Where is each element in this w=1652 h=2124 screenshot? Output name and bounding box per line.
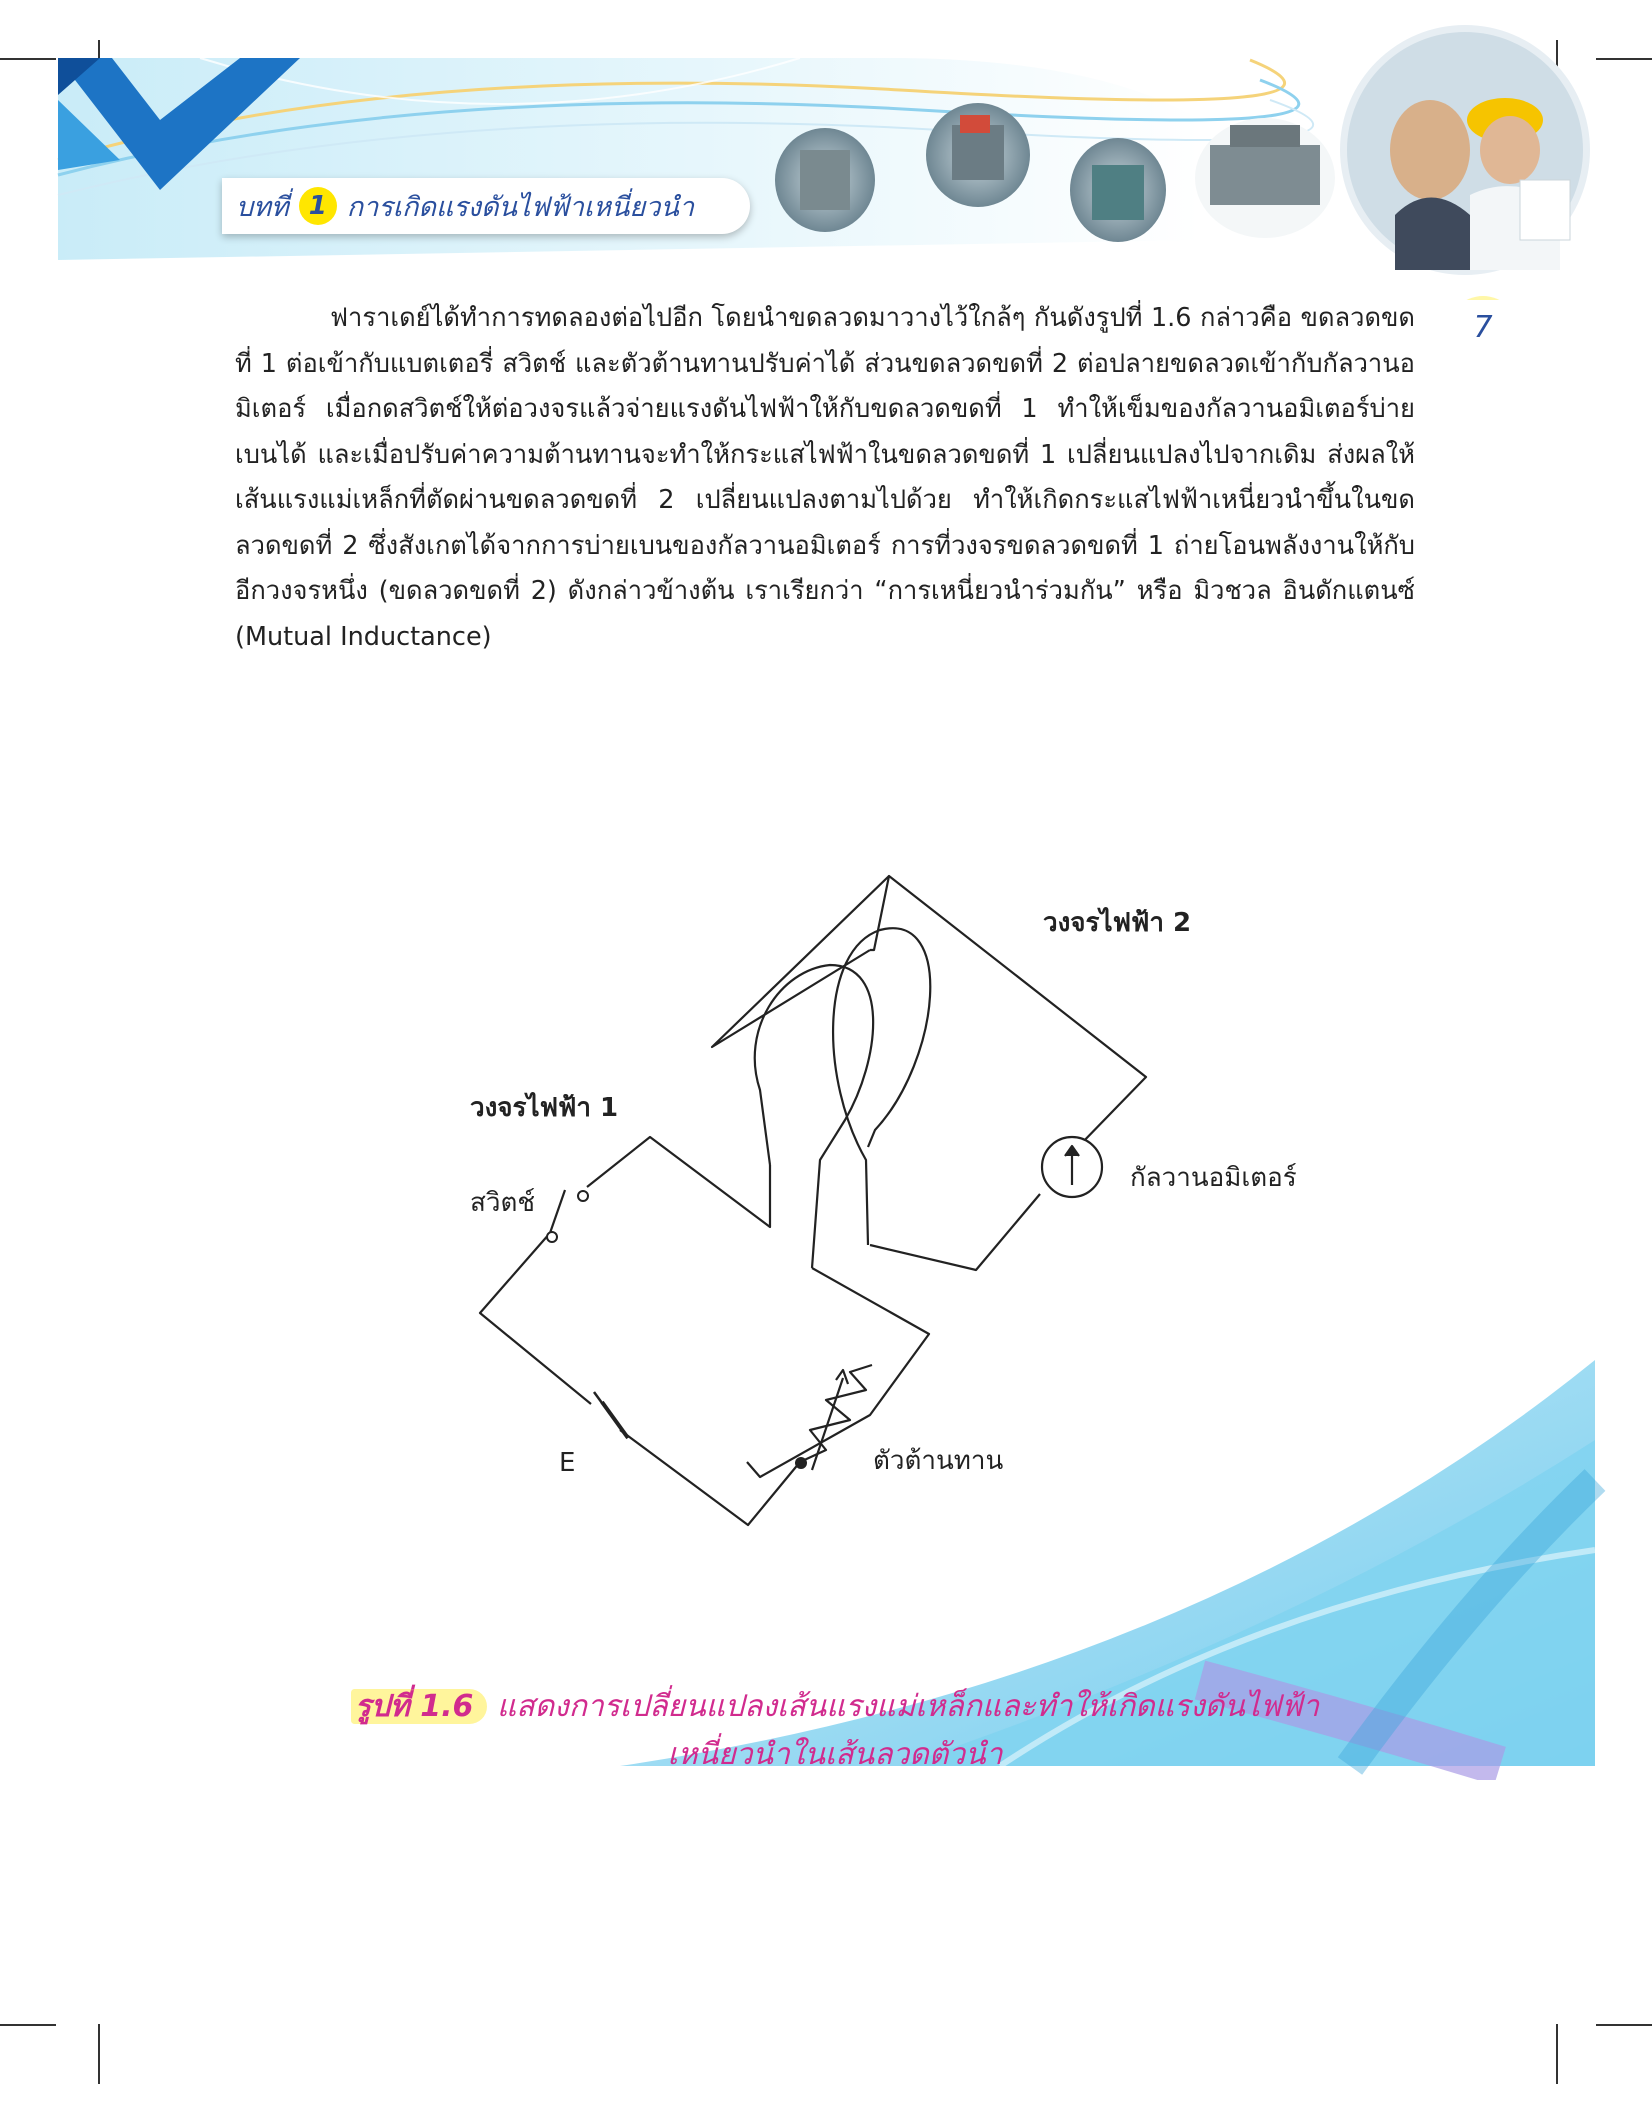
- circuit-diagram: [460, 850, 1200, 1530]
- body-text: [235, 296, 1415, 660]
- light-bulb-icon: [1447, 296, 1519, 300]
- chapter-header: [222, 178, 750, 234]
- page-number: 7: [1473, 310, 1493, 345]
- figure-caption: [280, 1683, 1390, 1779]
- junction-dot: [795, 1457, 807, 1469]
- battery-label: E: [559, 1448, 576, 1478]
- caption-line-2: เหนี่ยวนำในเส้นลวดตัวนำ: [667, 1737, 1003, 1772]
- caption-tag: รูปที่ 1.6: [351, 1689, 488, 1724]
- header-banner: [0, 0, 1652, 300]
- crop-mark: [1596, 2024, 1652, 2026]
- crop-mark: [98, 2024, 100, 2084]
- chapter-title: การเกิดแรงดันไฟฟ้าเหนี่ยวนำ: [346, 191, 694, 223]
- chapter-word: บทที่: [236, 191, 289, 223]
- body-paragraph: ฟาราเดย์ได้ทำการทดลองต่อไปอีก โดยนำขดลวดมาวางไว้ใกล้ๆ กันดังรูปที่ 1.6 กล่าวคือ ขดลวดขดที่ 1 ต่อเข้ากับแบตเตอรี่ สวิตช์ และตัวต้านทานปรับค่าได้ ส่วนขดลวดขดที่ 2 ต่อปลายขดลวดเข้ากับกัลวานอมิเตอร์ เมื่อกดสวิตช์ให้ต่อวงจรแล้วจ่ายแรงดันไฟฟ้าให้กับขดลวดขดที่ 1 ทำให้เข็มของกัลวานอมิเตอร์บ่ายเบนได้ และเมื่อปรับค่าความต้านทานจะทำให้กระแสไฟฟ้าในขดลวดขดที่ 1 เปลี่ยนแปลงไปจากเดิม ส่งผลให้เส้นแรงแม่เหล็กที่ตัดผ่านขดลวดขดที่ 2 เปลี่ยนแปลงตามไปด้วย ทำให้เกิดกระแสไฟฟ้าเหนี่ยวนำขึ้นในขดลวดขดที่ 2 ซึ่งสังเกตได้จากการบ่ายเบนของกัลวานอมิเตอร์ การที่วงจรขดลวดขดที่ 1 ถ่ายโอนพลังงานให้กับอีกวงจรหนึ่ง (ขดลวดขดที่ 2) ดังกล่าวข้างต้น เราเรียกว่า “การเหนี่ยวนำร่วมกัน” หรือ มิวชวล อินดักแตนซ์ (Mutual Inductance): [235, 303, 1415, 652]
- circuit-2-label: วงจรไฟฟ้า 2: [1043, 908, 1192, 938]
- crop-mark: [0, 2024, 56, 2026]
- caption-line-1: แสดงการเปลี่ยนแปลงเส้นแรงแม่เหล็กและทำให้เกิดแรงดันไฟฟ้า: [496, 1689, 1320, 1724]
- resistor-label: ตัวต้านทาน: [873, 1446, 1004, 1476]
- switch-label: สวิตช์: [470, 1188, 535, 1218]
- chapter-number: 1: [299, 187, 337, 225]
- crop-mark: [1556, 2024, 1558, 2084]
- galvanometer-label: กัลวานอมิเตอร์: [1130, 1163, 1297, 1193]
- circuit-1-label: วงจรไฟฟ้า 1: [470, 1093, 619, 1123]
